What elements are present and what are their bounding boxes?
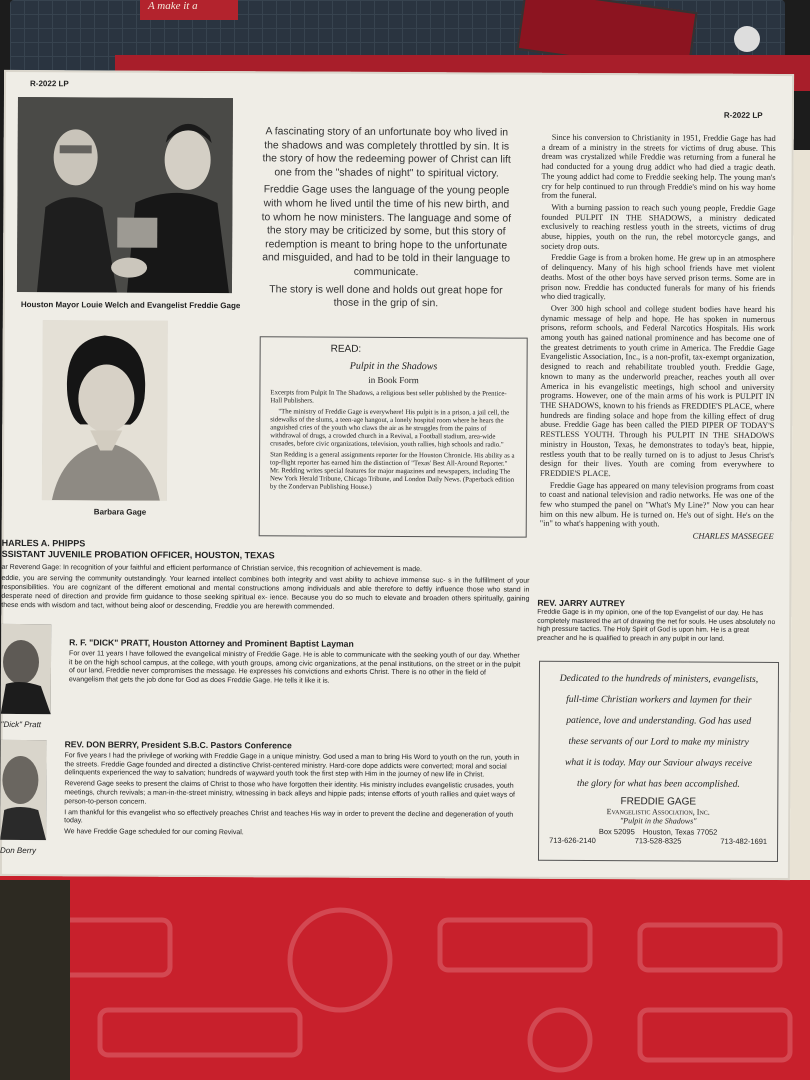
biography-column: [540, 133, 776, 542]
intro-paragraph: Freddie Gage uses the language of the young people with whom he lived until the time of his new birth, and to whom he now ministers. The language and some of the story may be criticized by some, but this story of redemption is meant to bring hope to the unfortunate and misguided, and had to be told in their language to communicate.: [261, 184, 512, 279]
dedication-line: the glory for what has been accomplished.: [576, 777, 740, 790]
pratt-body: For over 11 years I have followed the evangelical ministry of Freddie Gage. He is able to communicate with the seeking youth of our day. Whether it be on the high school campus, at the college, with youth groups, among civic organizations, at the penal institutions, on the street or in the pulpit of our land, Freddie never compromises the message. He expresses his convictions and exhorts Christ. There is no other in the field of evangelism that gets the job done for God as does Freddie Gage. He tells it like it is.: [68, 650, 521, 685]
dedication-name: FREDDIE GAGE: [620, 796, 697, 808]
dedication-line: patience, love and understanding. God has used: [566, 714, 752, 727]
barbara-caption: Barbara Gage: [93, 507, 147, 517]
dedication-tagline: "Pulpit in the Shadows": [619, 816, 697, 826]
berry-p4: We have Freddie Gage scheduled for our coming Revival.: [64, 828, 244, 837]
book-title: Pulpit in the Shadows: [349, 360, 438, 373]
floor: [0, 880, 70, 1080]
catalog-number-right: R-2022 LP: [723, 110, 763, 120]
autrey-heading: REV. JARRY AUTREY: [537, 597, 626, 609]
berry-heading: REV. DON BERRY, President S.B.C. Pastors Conference: [64, 739, 292, 751]
phipps-name: HARLES A. PHIPPS: [1, 537, 86, 549]
phipps-title: SSISTANT JUVENILE PROBATION OFFICER, HOUSTON, TEXAS: [1, 548, 275, 561]
phipps-body: eddie, you are serving the community outstandingly. Your learned intellect combines both integrity and vast ability to achieve immense suc- s in the fulfillment of your responsibilities. You are cognizant of the different emotional and mental constructions among individuals and able therefore to deftly influence those who stand in desperate need of direction and provide firm guidance to those seeking spiritual ex- ience. Because you do so much to elevate and broaden others spiritually, gaining these ends with wisdom and tact, without being aloof or descending, Freddie you are herewith commended.: [1, 574, 530, 611]
autrey-body: Freddie Gage is in my opinion, one of the top Evangelist of our day. He has completely mastered the art of drawing the net for souls. He uses absolutely no high pressure tactics. The Holy Spirit of God is upon him. He is a great preacher and he is qualified to preach in any pulpit in our land.: [537, 609, 776, 643]
dedication-box: [538, 661, 779, 862]
top-album-label: A make it a: [140, 0, 238, 20]
album-back-cover: [0, 70, 794, 880]
pratt-caption: "Dick" Pratt: [0, 719, 42, 730]
address-city: Houston, Texas 77052: [642, 827, 718, 837]
read-book-box: [259, 336, 528, 537]
bio-paragraph: With a burning passion to reach such young people, Freddie Gage founded PULPIT IN THE SHADOWS, a ministry dedicated exclusively to reaching restless youth in the streets, victims of drug abuse, hippies, youth on the run, the rebel motorcycle gangs, and society drop outs.: [541, 202, 776, 251]
pratt-quote: [69, 638, 521, 689]
dedication-line: full-time Christian workers and laymen for their: [566, 693, 752, 706]
dedication-line: what it is today. May our Saviour always receive: [564, 756, 753, 769]
pratt-photo: [1, 624, 51, 714]
dedication-org: Evangelistic Association, Inc.: [606, 807, 710, 817]
barbara-photo: [42, 320, 168, 501]
autrey-quote: [537, 599, 777, 646]
dedication-text: [545, 668, 772, 795]
author-note: Stan Redding is a general assignments reporter for the Houston Chronicle. His ability as a top-flight reporter has earned him the distinction of "Texas' Best All-Around Reporter." Mr. Redding writes special features for major magazines and newspapers, including The New York Herald Tribune, Chicago Tribune, and London Daily News. (Paperback edition by the Zondervan Publishing House.): [269, 451, 515, 491]
berry-photo: [0, 740, 47, 840]
catalog-number-left: R-2022 LP: [30, 79, 69, 89]
bio-paragraph: Freddie Gage is from a broken home. He grew up in an atmosphere of delinquency. Many of his high school friends have met violent deaths. Most of the other boys have served prison terms. Some are in prison now. Freddie has conducted funerals for many of his friends who died tragically.: [540, 253, 776, 302]
intro-paragraph: A fascinating story of an unfortunate boy who lived in the shadows and was completely throttled by sin. It is the story of how the redeeming power of Christ can lift one from the "shades of night" to spiritual victory.: [262, 126, 511, 180]
excerpt-intro: Excerpts from Pulpit In The Shadows, a religious best seller published by the Prentice-Hall Publishers.: [270, 389, 507, 405]
signature: CHARLES MASSEGEE: [692, 530, 774, 542]
berry-p3: I am thankful for this evangelist who so effectively preaches Christ and teaches His way in order to prevent the decline and degeneration of youth today.: [64, 808, 514, 825]
round-sticker: [734, 26, 760, 52]
dedication-line: Dedicated to the hundreds of ministers, evangelists,: [559, 672, 759, 685]
read-heading: READ:: [330, 343, 362, 355]
phone-number: 713-626-2140: [549, 835, 596, 846]
excerpt-quote: "The ministry of Freddie Gage is everywhere! His pulpit is in a prison, a jail cell, the sidewalks of the slums, a teen-age hangout, a lonely hospital room where he hears the anguished cries of the youth who claws the air as he struggles from the pains of withdrawal of drugs, a crowded church in a Revival, a Football stadium, area-wide crusades, before civic organizations, television, youth rallies, high schools and radio.": [270, 408, 510, 449]
intro-paragraph: The story is well done and holds out great hope for those in the grip of sin.: [269, 283, 503, 310]
phone-number: 713-482-1691: [720, 836, 768, 846]
address-box: Box 52095: [598, 827, 635, 837]
berry-p2: Reverend Gage seeks to present the claims of Christ to those who have forgotten their identity. His ministry includes evangelistic crusades, youth meetings, church revivals; a man-in-the-street ministry, witnessing in back alleys and hippie pads; intense efforts of youth rallies and quiet ways of person-to-person concern.: [64, 780, 516, 806]
phone-numbers: [545, 836, 771, 846]
dedication-line: these servants of our Lord to make my ministry: [568, 735, 749, 748]
berry-p1: For five years I had the privilege of working with Freddie Gage in a unique ministry. God used a man to bring His Word to youth on the run, youth in the streets. Freddie Gage founded and directed a distinctive Christ-centered ministry. Hard-core dope addicts were converted; moral and social delinquents experienced the way to salvation; hundreds of wayward youth took the first step with Him in the journey of new life in Christ.: [64, 752, 520, 779]
bio-paragraph: Over 300 high school and college student bodies have heard his dynamic message of help and hope. He has spoken in numerous prisons, reform schools, and Federal Narcotics Hospitals. His work among youth has gained national prominence and has become one of the greatest detriments to youth crime in America. The Freddie Gage Evangelistic Association, Inc., is a non-profit, tax-exempt organization, designed to reach and rehabilitate troubled youth. Freddie Gage, known to many as the underworld preacher, reaches youth all over America in his evangelistic meetings, high school and university programs. However, one of the main arms of his work is PULPIT IN THE SHADOWS, known to his friends as FREDDIE'S PLACE, where hundreds are finding solace and hope from the killing effect of drug abuse. Freddie Gage has been called the PIED PIPER OF TODAY'S RESTLESS YOUTH. Through his PULPIT IN THE SHADOWS ministry in Houston, Texas, he demonstrates to today's beat, hippie, restless youth that to be really turned on is to adjust to Jesus Christ's design for their lives. Youth are coming from everywhere to FREDDIE'S PLACE.: [539, 303, 775, 479]
mat-pattern: [40, 900, 810, 1080]
bio-paragraph: Since his conversion to Christianity in 1951, Freddie Gage has had a dream of a ministry in the streets for victims of drug abuse. This dream was crystalized while Freddie was returning from a funeral he had conducted for a young drug addict who had died a tragic death. The young addict had come to Freddie seeking help. The young man's cry for help continued to run through Freddie's mind on his way home from the funeral.: [541, 132, 776, 201]
bio-paragraph: Freddie Gage has appeared on many television programs from coast to coast and national television and radio networks. He was one of the few who stumped the panel on "What's My Line?" Now you can hear him on this new album. He is turned on. He's out of sight. He's on the "in" to what's happening with youth.: [539, 480, 774, 529]
mayor-caption: Houston Mayor Louie Welch and Evangelist Freddie Gage: [20, 300, 241, 311]
berry-caption: Don Berry: [0, 845, 37, 856]
book-form: in Book Form: [368, 374, 419, 386]
berry-quote: [64, 740, 523, 841]
intro-text: [259, 125, 514, 315]
phone-number: 713-528-8325: [634, 836, 682, 846]
mayor-photo: [17, 97, 233, 293]
phipps-salutation: ar Reverend Gage: In recognition of your faithful and efficient performance of Christian service, this recognition of achievement is made.: [1, 563, 423, 574]
pratt-heading: R. F. "DICK" PRATT, Houston Attorney and Prominent Baptist Layman: [69, 637, 354, 649]
